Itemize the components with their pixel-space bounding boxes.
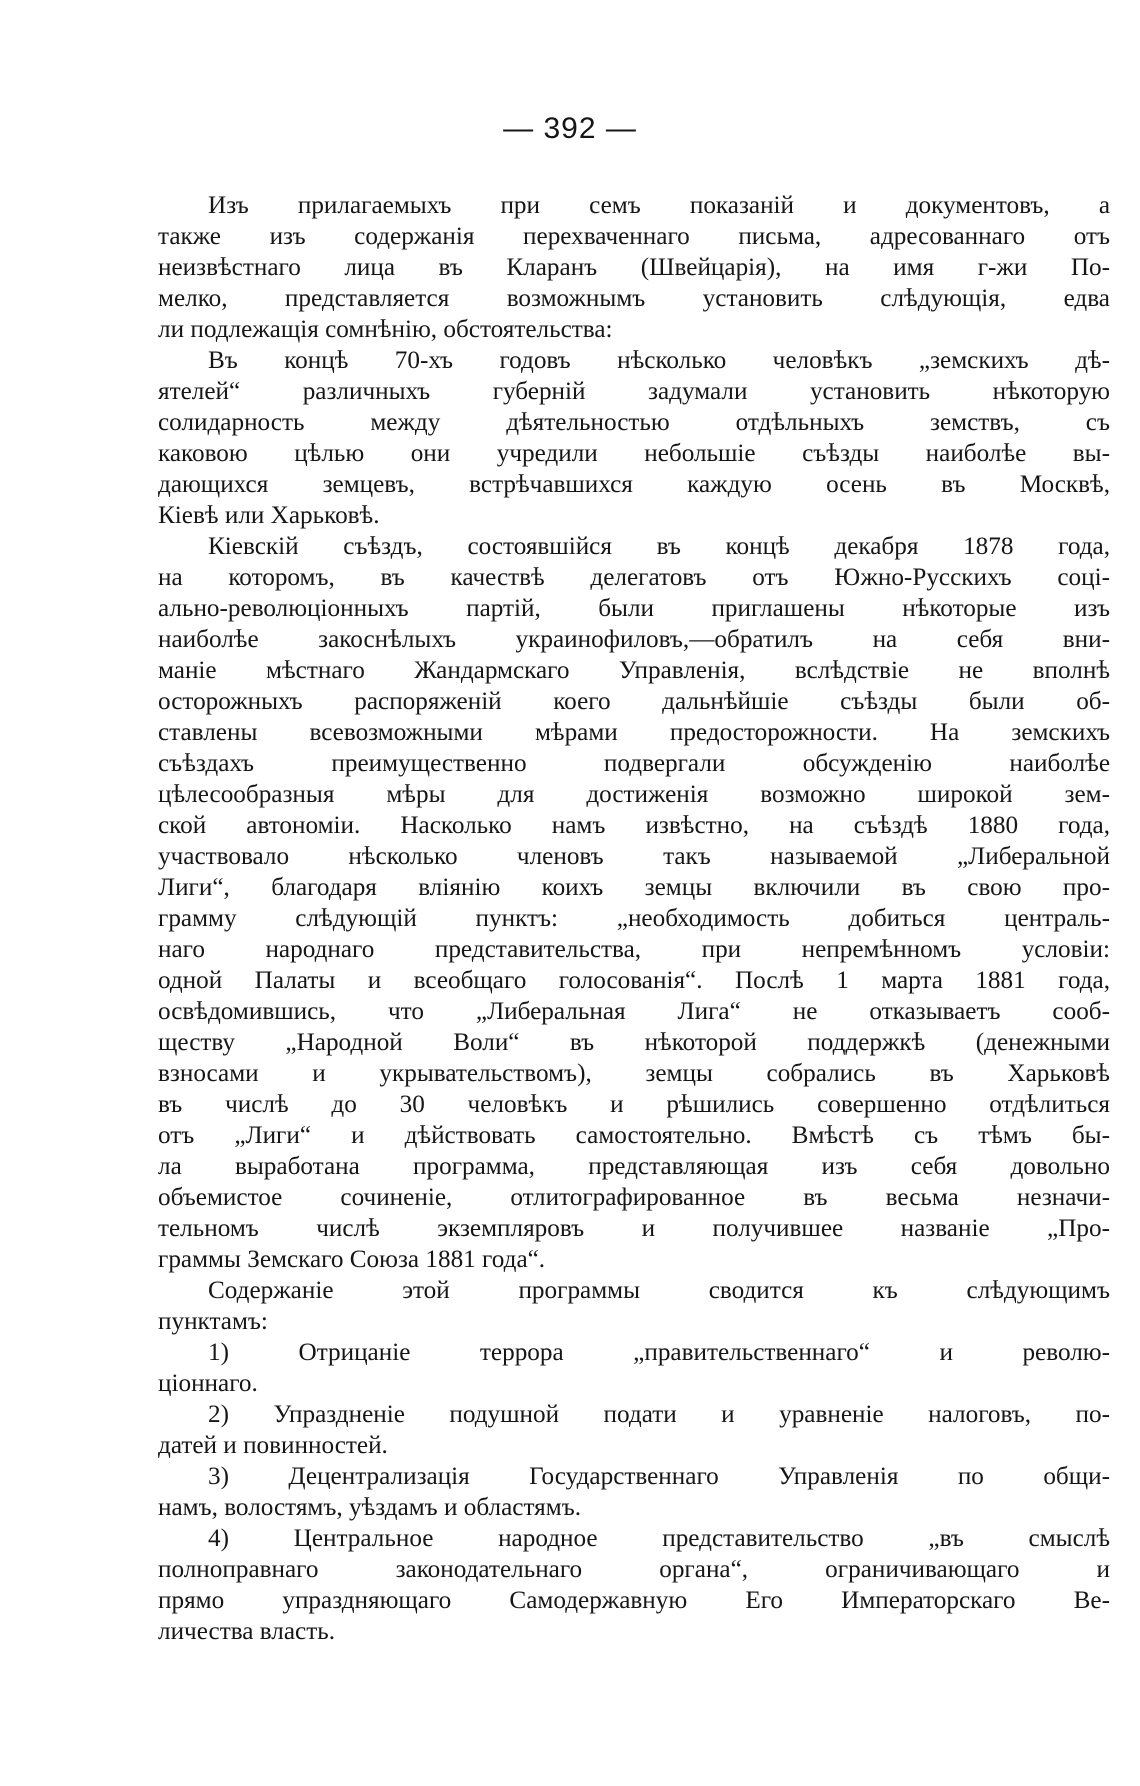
text-line: Изъ прилагаемыхъ при семъ показаній и документовъ, а <box>208 192 1110 219</box>
text-line: дающихся земцевъ, встрѣчавшихся каждую осень въ Москвѣ, <box>158 471 1110 498</box>
text-line: ятелей“ различныхъ губерній задумали установить нѣкоторую <box>158 378 1110 405</box>
text-line: Кіевскій съѣздъ, состоявшійся въ концѣ декабря 1878 года, <box>208 533 1110 560</box>
text-line: прямо упраздняющаго Самодержавную Его Императорскаго Ве- <box>158 1587 1110 1614</box>
document-body <box>158 190 1110 1647</box>
text-line: на которомъ, въ качествѣ делегатовъ отъ Южно-Русскихъ соці- <box>158 564 1110 591</box>
text-line: ціоннаго. <box>158 1370 258 1397</box>
text-line: датей и повинностей. <box>158 1432 388 1459</box>
text-line: также изъ содержанія перехваченнаго письма, адресованнаго отъ <box>158 223 1110 250</box>
text-line: ществу „Народной Воли“ въ нѣкоторой поддержкѣ (денежными <box>158 1029 1110 1056</box>
text-line: освѣдомившись, что „Либеральная Лига“ не отказываетъ сооб- <box>158 998 1110 1025</box>
text-line: въ числѣ до 30 человѣкъ и рѣшились совершенно отдѣлиться <box>158 1091 1110 1118</box>
text-line: наго народнаго представительства, при непремѣнномъ условіи: <box>158 936 1110 963</box>
text-line: ской автономіи. Насколько намъ извѣстно, на съѣздѣ 1880 года, <box>158 812 1110 839</box>
text-line: взносами и укрывательствомъ), земцы собрались въ Харьковѣ <box>158 1060 1110 1087</box>
text-line: Кіевѣ или Харьковѣ. <box>158 502 380 529</box>
text-line: солидарность между дѣятельностью отдѣльныхъ земствъ, съ <box>158 409 1110 436</box>
text-line: мелко, представляется возможнымъ установить слѣдующія, едва <box>158 285 1110 312</box>
text-line: одной Палаты и всеобщаго голосованія“. Послѣ 1 марта 1881 года, <box>158 967 1110 994</box>
text-line: грамму слѣдующій пунктъ: „необходимость добиться централь- <box>158 905 1110 932</box>
text-line: Въ концѣ 70-хъ годовъ нѣсколько человѣкъ „земскихъ дѣ- <box>208 347 1110 374</box>
text-line: участвовало нѣсколько членовъ такъ называемой „Либеральной <box>158 843 1110 870</box>
text-line: каковою цѣлью они учредили небольшіе съѣзды наиболѣе вы- <box>158 440 1110 467</box>
text-line: граммы Земскаго Союза 1881 года“. <box>158 1246 546 1273</box>
text-line: 2) Упраздненіе подушной подати и уравненіе налоговъ, по- <box>208 1401 1110 1428</box>
text-line: ально-революціонныхъ партій, были приглашены нѣкоторые изъ <box>158 595 1110 622</box>
text-line: ставлены всевозможными мѣрами предосторожности. На земскихъ <box>158 719 1110 746</box>
text-line: маніе мѣстнаго Жандармскаго Управленія, вслѣдствіе не вполнѣ <box>158 657 1110 684</box>
text-line: ли подлежащія сомнѣнію, обстоятельства: <box>158 316 613 343</box>
text-line: личества власть. <box>158 1618 336 1645</box>
text-line: отъ „Лиги“ и дѣйствовать самостоятельно. Вмѣстѣ съ тѣмъ бы- <box>158 1122 1110 1149</box>
text-line: намъ, волостямъ, уѣздамъ и областямъ. <box>158 1494 582 1521</box>
text-line: неизвѣстнаго лица въ Кларанъ (Швейцарія), на имя г-жи По- <box>158 254 1110 281</box>
text-line: цѣлесообразныя мѣры для достиженія возможно широкой зем- <box>158 781 1110 808</box>
text-line: ла выработана программа, представляющая изъ себя довольно <box>158 1153 1110 1180</box>
text-line: наиболѣе закоснѣлыхъ украинофиловъ,—обратилъ на себя вни- <box>158 626 1110 653</box>
text-line: 4) Центральное народное представительство „въ смыслѣ <box>208 1525 1110 1552</box>
text-line: тельномъ числѣ экземпляровъ и получившее названіе „Про- <box>158 1215 1110 1242</box>
text-line: пунктамъ: <box>158 1308 268 1335</box>
text-line: 3) Децентрализація Государственнаго Управленія по общи- <box>208 1463 1110 1490</box>
text-line: объемистое сочиненіе, отлитографированное въ весьма незначи- <box>158 1184 1110 1211</box>
page-number: — 392 — <box>503 112 637 145</box>
text-line: съѣздахъ преимущественно подвергали обсужденію наиболѣе <box>158 750 1110 777</box>
text-line: Содержаніе этой программы сводится къ слѣдующимъ <box>208 1277 1110 1304</box>
text-line: полноправнаго законодательнаго органа“, ограничивающаго и <box>158 1556 1110 1583</box>
text-line: 1) Отрицаніе террора „правительственнаго“ и револю- <box>208 1339 1110 1366</box>
text-line: осторожныхъ распоряженій коего дальнѣйшіе съѣзды были об- <box>158 688 1110 715</box>
text-line: Лиги“, благодаря вліянію коихъ земцы включили въ свою про- <box>158 874 1110 901</box>
